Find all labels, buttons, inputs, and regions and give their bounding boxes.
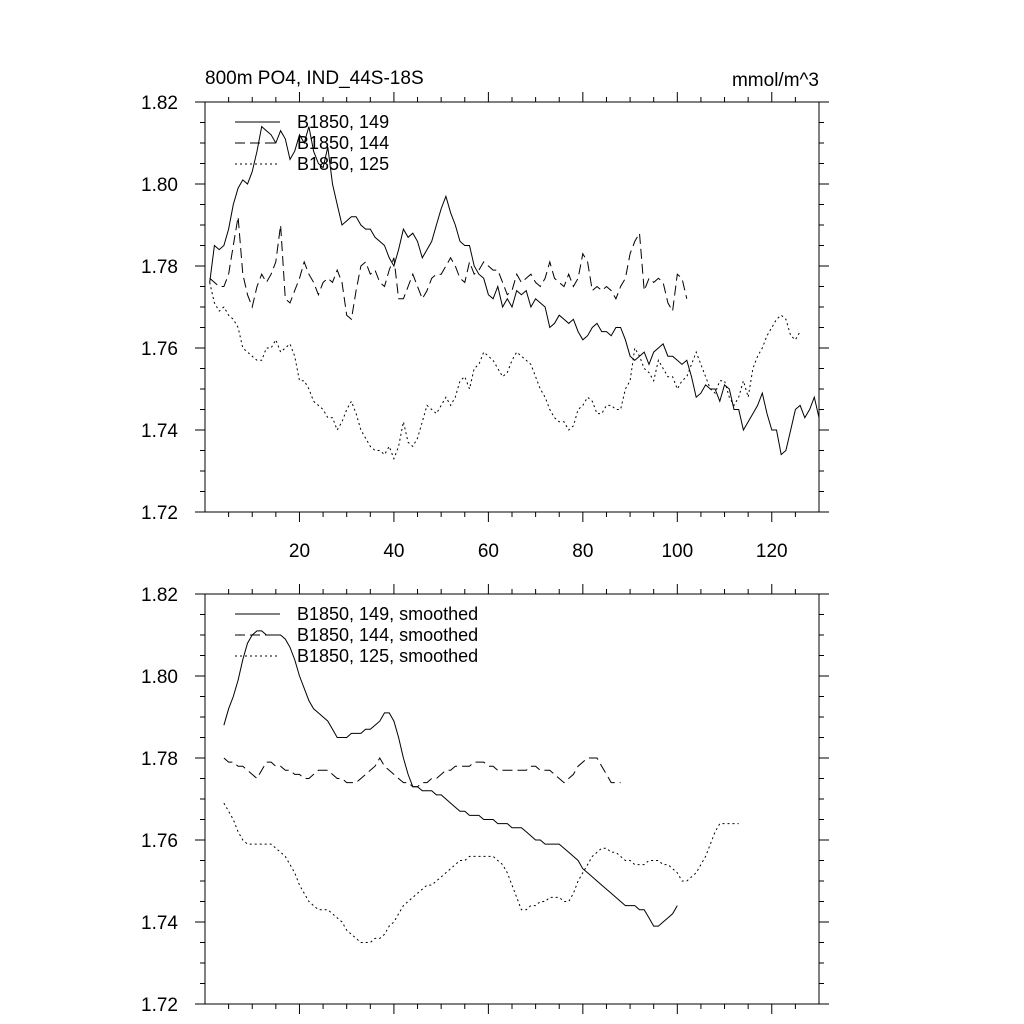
x-tick-label: 80 (572, 541, 594, 562)
y-tick-label: 1.78 (141, 749, 178, 770)
legend-label: B1850, 149 (297, 112, 390, 132)
x-tick-label: 100 (661, 541, 694, 562)
series-line (210, 282, 800, 458)
x-tick-label: 60 (477, 541, 499, 562)
chart-title: 800m PO4, IND_44S-18S (205, 68, 424, 89)
bottom-panel-smoothed (141, 584, 829, 1016)
legend-label: B1850, 149, smoothed (297, 604, 479, 624)
y-tick-label: 1.74 (141, 421, 178, 442)
legend-label: B1850, 125, smoothed (297, 646, 479, 666)
legend-label: B1850, 125 (297, 154, 390, 174)
series-line (210, 127, 819, 455)
x-tick-label: 120 (755, 541, 788, 562)
y-tick-label: 1.72 (141, 995, 178, 1016)
series-line (210, 217, 687, 319)
y-tick-label: 1.74 (141, 913, 178, 934)
y-tick-label: 1.82 (141, 93, 178, 114)
y-tick-label: 1.76 (141, 831, 178, 852)
units-label: mmol/m^3 (731, 70, 819, 91)
top-panel-raw (141, 92, 829, 562)
y-tick-label: 1.72 (141, 503, 178, 524)
x-tick-label: 20 (288, 541, 311, 562)
x-tick-label: 40 (383, 541, 405, 562)
y-tick-label: 1.80 (141, 667, 178, 688)
legend-label: B1850, 144, smoothed (297, 625, 479, 645)
y-tick-label: 1.80 (141, 175, 178, 196)
y-tick-label: 1.82 (141, 585, 178, 606)
y-tick-label: 1.78 (141, 257, 178, 278)
y-tick-label: 1.76 (141, 339, 178, 360)
series-line (224, 758, 621, 787)
series-line (224, 803, 739, 942)
legend-label: B1850, 144 (297, 133, 390, 153)
